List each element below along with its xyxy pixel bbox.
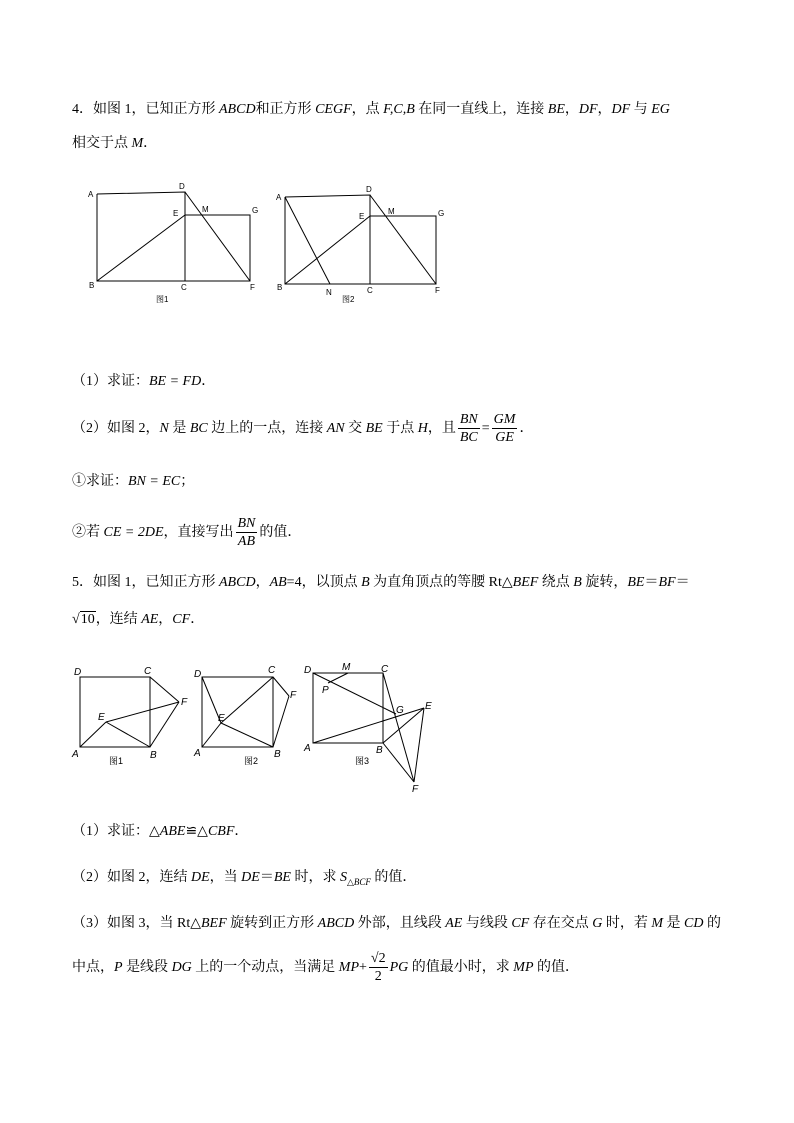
- q5-fig3-line-bf: [383, 743, 414, 782]
- q5-fig3-label-d: D: [304, 665, 312, 676]
- q4-fig1-square-cegf: [185, 215, 250, 281]
- q5-fig1-label-b: B: [150, 750, 157, 761]
- q5-fig3-line-ef: [414, 708, 424, 782]
- q5-fig3-label-g: G: [396, 705, 404, 716]
- q5-part1: （1）求证：△ABE≌△CBF．: [72, 824, 249, 839]
- q5-figures: [68, 660, 448, 800]
- q4-fig2-label-m: M: [388, 207, 395, 216]
- q4-fig2-label-b: B: [277, 283, 283, 292]
- q5-fig2-line-eb: [221, 723, 273, 747]
- q5-part2: （2）如图 2，连结 DE，当 DE＝BE 时，求 $S_{\triangle BCF}$ 的值．: [72, 870, 417, 887]
- q4-fig1-label-e: E: [173, 209, 179, 218]
- q5-fig2-line-bf: [273, 696, 289, 747]
- q4-fig1-label-b: B: [89, 281, 95, 290]
- q5-fig1-label-c: C: [144, 666, 152, 677]
- q4-fig1-line-be: [97, 215, 185, 281]
- q4-fig2-label-d: D: [366, 185, 372, 194]
- q5-fig1-label-e: E: [98, 712, 105, 723]
- q5-fig3-caption: 图3: [355, 756, 370, 766]
- q5-fig3-label-p: P: [322, 685, 329, 696]
- q4-figures: [80, 178, 460, 308]
- q4-part1: （1）求证：BE = FD．: [72, 374, 216, 389]
- q4-fig2-label-g: G: [438, 209, 445, 218]
- q5-line2: √10，连结 AE，CF．: [72, 612, 205, 627]
- q4-fig2-label-c: C: [367, 286, 373, 295]
- q5-fig3-line-ae: [313, 708, 424, 743]
- q5-line4: 中点，P 是线段 DG 上的一个动点，当满足 MP+ $\frac{√2}{2}$ PG 的值最小时，求 MP 的值．: [72, 951, 579, 985]
- q5-fig1-line-ae: [80, 722, 106, 747]
- q4-fig1-label-m: M: [202, 205, 209, 214]
- q5-fig3-label-m: M: [342, 662, 351, 673]
- q4-fig1-label-a: A: [88, 190, 94, 199]
- q4-part2: （2）如图 2，N 是 BC 边上的一点，连接 AN 交 BE 于点 H，且 $\frac{BN}{BC}$ = $\frac{GM}{GE}$ ．: [72, 412, 534, 446]
- q4-fig2-line-df: [370, 195, 436, 284]
- q4-fig1-square-abcd: [97, 192, 185, 281]
- q4-fig1-line-df: [185, 192, 250, 281]
- q4-fig2-square-cegf: [370, 216, 436, 284]
- q5-fig1-line-eb: [106, 722, 150, 747]
- q4-fig2-line-be: [285, 216, 370, 284]
- q5-fig2-label-e: E: [218, 713, 225, 724]
- q4-fig2-label-n: N: [326, 288, 332, 297]
- q4-sub1: ①求证：BN = EC；: [72, 474, 195, 489]
- sqrt-10: √10: [72, 612, 95, 627]
- q5-fig2-caption: 图2: [244, 756, 259, 766]
- q5-fig2-label-f: F: [290, 690, 297, 701]
- q4-sub2: ②若 CE = 2DE，直接写出 $\frac{BN}{AB}$ 的值．: [72, 516, 302, 550]
- q4-fig1-label-d: D: [179, 182, 185, 191]
- q4-fig2-label-e: E: [359, 212, 365, 221]
- q4-line2: 相交于点 M．: [72, 136, 158, 151]
- q5-fig2-square: [202, 677, 273, 747]
- q5-fig2-line-ae: [202, 723, 221, 747]
- q4-fig2-caption: 图2: [342, 295, 355, 304]
- q5-line1: 5．如图 1，已知正方形 ABCD，AB=4，以顶点 B 为直角顶点的等腰 Rt△BEF 绕点 B 旋转，BE＝BF＝: [72, 575, 690, 590]
- q4-frac-gm-ge: $\frac{GM}{GE}$: [493, 412, 516, 446]
- q5-fig2-line-cf: [273, 677, 289, 696]
- q5-fig2-label-c: C: [268, 665, 276, 676]
- q5-fig1-label-d: D: [74, 667, 82, 678]
- q5-fig2-label-a: A: [194, 748, 201, 759]
- q4-fig1-caption: 图1: [156, 295, 169, 304]
- q4-fig2-label-a: A: [276, 193, 282, 202]
- q4-fig2-line-an: [285, 197, 330, 284]
- q5-part3: （3）如图 3，当 Rt△BEF 旋转到正方形 ABCD 外部，且线段 AE 与线段 CF 存在交点 G 时，若 M 是 CD 的: [72, 916, 721, 931]
- q5-fig1-label-f: F: [181, 697, 188, 708]
- q5-fig3-label-f: F: [412, 784, 419, 795]
- q5-fig3-label-c: C: [381, 664, 389, 675]
- q4-line1: 4．如图 1，已知正方形 ABCD和正方形 CEGF，点 F,C,B 在同一直线上，连接 BE，DF，DF 与 EG: [72, 102, 670, 117]
- q5-fig3-label-b: B: [376, 745, 383, 756]
- q5-fig1-label-a: A: [72, 749, 79, 760]
- q5-fig3-label-e: E: [425, 701, 432, 712]
- q5-fig2-label-d: D: [194, 669, 202, 680]
- q5-fig3-line-cf: [383, 673, 414, 782]
- q5-fig2-label-b: B: [274, 749, 281, 760]
- q4-fig1-label-c: C: [181, 283, 187, 292]
- q4-fig1-label-f: F: [250, 283, 255, 292]
- q4-frac-bn-bc: $\frac{BN}{BC}$: [459, 412, 478, 446]
- q5-fig1-caption: 图1: [109, 756, 124, 766]
- q5-fig1-line-cf: [150, 677, 179, 702]
- q5-frac-sqrt2-2: $\frac{√2}{2}$: [370, 951, 386, 985]
- q5-fig3-label-a: A: [304, 743, 311, 754]
- q4-fig2-label-f: F: [435, 286, 440, 295]
- q5-fig3-square: [313, 673, 383, 743]
- q5-fig2-line-ec: [221, 677, 273, 723]
- q4-fig2-square-abcd: [285, 195, 370, 284]
- q4-fig1-label-g: G: [252, 206, 259, 215]
- q4-frac-bn-ab: $\frac{BN}{AB}$: [237, 516, 256, 550]
